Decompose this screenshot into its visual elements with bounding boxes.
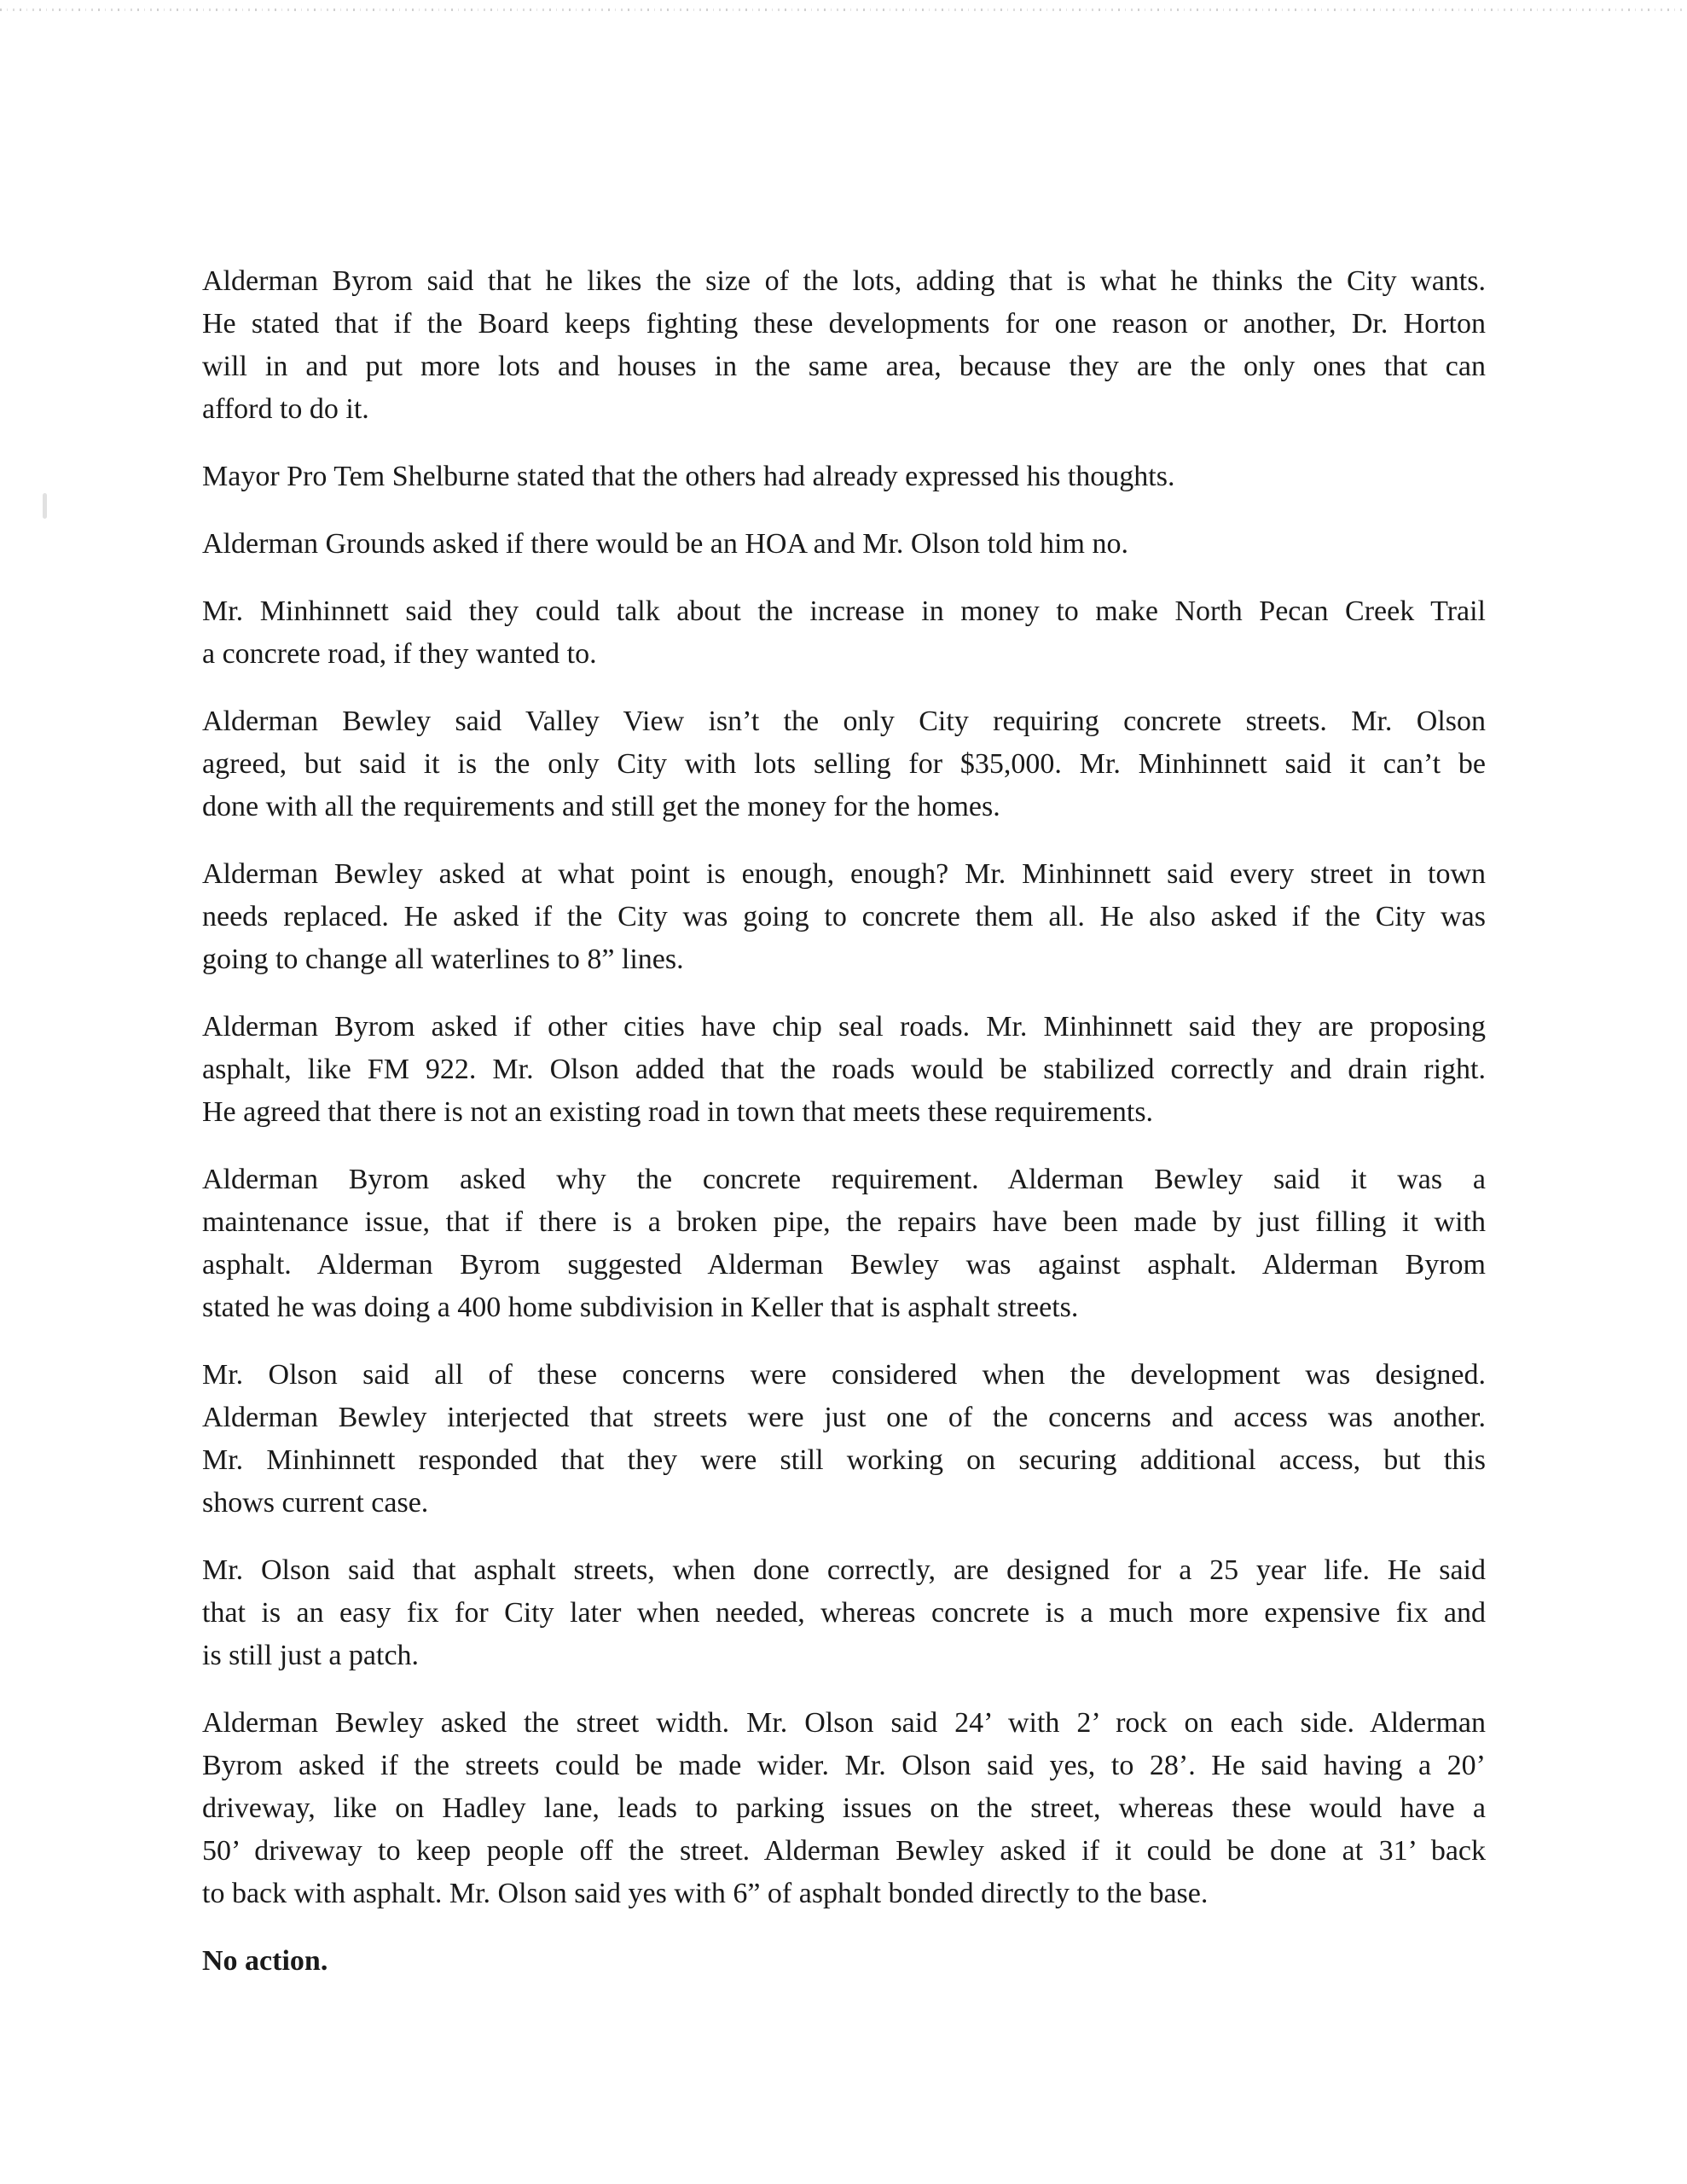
text-line: Alderman Bewley said Valley View isn’t the only City requiring concrete streets. Mr. Olson	[202, 706, 1486, 737]
text-line: stated he was doing a 400 home subdivision in Keller that is asphalt streets.	[202, 1292, 1079, 1323]
text-line: driveway, like on Hadley lane, leads to parking issues on the street, whereas these would have a	[202, 1792, 1486, 1824]
action-note-paragraph	[202, 1940, 1486, 1983]
scan-artifact-top	[0, 6, 1687, 14]
text-line: No action.	[202, 1945, 328, 1977]
minutes-paragraph	[202, 1159, 1486, 1329]
minutes-paragraph	[202, 1549, 1486, 1677]
minutes-paragraph	[202, 1702, 1486, 1915]
text-line: is still just a patch.	[202, 1640, 420, 1671]
text-line: done with all the requirements and still get the money for the homes.	[202, 791, 1000, 822]
text-line: Alderman Bewley interjected that streets were just one of the concerns and access was another.	[202, 1402, 1486, 1433]
text-line: Alderman Byrom asked if other cities have chip seal roads. Mr. Minhinnett said they are proposing	[202, 1011, 1486, 1043]
text-line: a concrete road, if they wanted to.	[202, 638, 597, 670]
text-line: Byrom asked if the streets could be made wider. Mr. Olson said yes, to 28’. He said having a 20’	[202, 1750, 1486, 1781]
text-line: Alderman Bewley asked the street width. Mr. Olson said 24’ with 2’ rock on each side. Alderman	[202, 1707, 1486, 1739]
text-line: that is an easy fix for City later when needed, whereas concrete is a much more expensive fix and	[202, 1597, 1486, 1629]
text-line: Alderman Byrom asked why the concrete requirement. Alderman Bewley said it was a	[202, 1164, 1486, 1195]
text-line: going to change all waterlines to 8” lines.	[202, 944, 684, 975]
minutes-paragraph	[202, 590, 1486, 676]
text-line: Mr. Olson said that asphalt streets, when done correctly, are designed for a 25 year life. He said	[202, 1554, 1486, 1586]
text-line: asphalt, like FM 922. Mr. Olson added that the roads would be stabilized correctly and drain right.	[202, 1054, 1486, 1085]
text-line: He agreed that there is not an existing road in town that meets these requirements.	[202, 1096, 1154, 1128]
minutes-paragraph	[202, 700, 1486, 828]
text-line: Alderman Byrom said that he likes the size of the lots, adding that is what he thinks the City wants.	[202, 265, 1486, 297]
text-line: to back with asphalt. Mr. Olson said yes with 6” of asphalt bonded directly to the base.	[202, 1878, 1209, 1909]
minutes-paragraph	[202, 456, 1486, 498]
text-line: agreed, but said it is the only City with lots selling for $35,000. Mr. Minhinnett said it can’t be	[202, 748, 1486, 780]
text-line: Mr. Olson said all of these concerns were considered when the development was designed.	[202, 1359, 1486, 1391]
text-line: He stated that if the Board keeps fighting these developments for one reason or another, Dr. Horton	[202, 308, 1486, 340]
minutes-paragraph	[202, 523, 1486, 566]
text-line: needs replaced. He asked if the City was going to concrete them all. He also asked if the City was	[202, 901, 1486, 932]
text-line: Alderman Bewley asked at what point is enough, enough? Mr. Minhinnett said every street in town	[202, 858, 1486, 890]
text-line: maintenance issue, that if there is a broken pipe, the repairs have been made by just filling it with	[202, 1206, 1486, 1238]
minutes-paragraph	[202, 853, 1486, 981]
text-line: afford to do it.	[202, 393, 369, 425]
text-line: 50’ driveway to keep people off the street. Alderman Bewley asked if it could be done at 31’ back	[202, 1835, 1486, 1867]
text-line: shows current case.	[202, 1487, 429, 1519]
text-line: Mr. Minhinnett said they could talk about the increase in money to make North Pecan Creek Trail	[202, 595, 1486, 627]
text-line: will in and put more lots and houses in the same area, because they are the only ones that can	[202, 351, 1486, 382]
text-line: asphalt. Alderman Byrom suggested Alderman Bewley was against asphalt. Alderman Byrom	[202, 1249, 1486, 1281]
text-line: Mr. Minhinnett responded that they were still working on securing additional access, but this	[202, 1444, 1486, 1476]
minutes-paragraph	[202, 260, 1486, 431]
document-body	[202, 260, 1486, 2007]
minutes-paragraph	[202, 1006, 1486, 1134]
text-line: Mayor Pro Tem Shelburne stated that the others had already expressed his thoughts.	[202, 461, 1175, 492]
scan-artifact-smudge	[43, 493, 47, 519]
text-line: Alderman Grounds asked if there would be an HOA and Mr. Olson told him no.	[202, 528, 1128, 560]
minutes-paragraph	[202, 1354, 1486, 1525]
